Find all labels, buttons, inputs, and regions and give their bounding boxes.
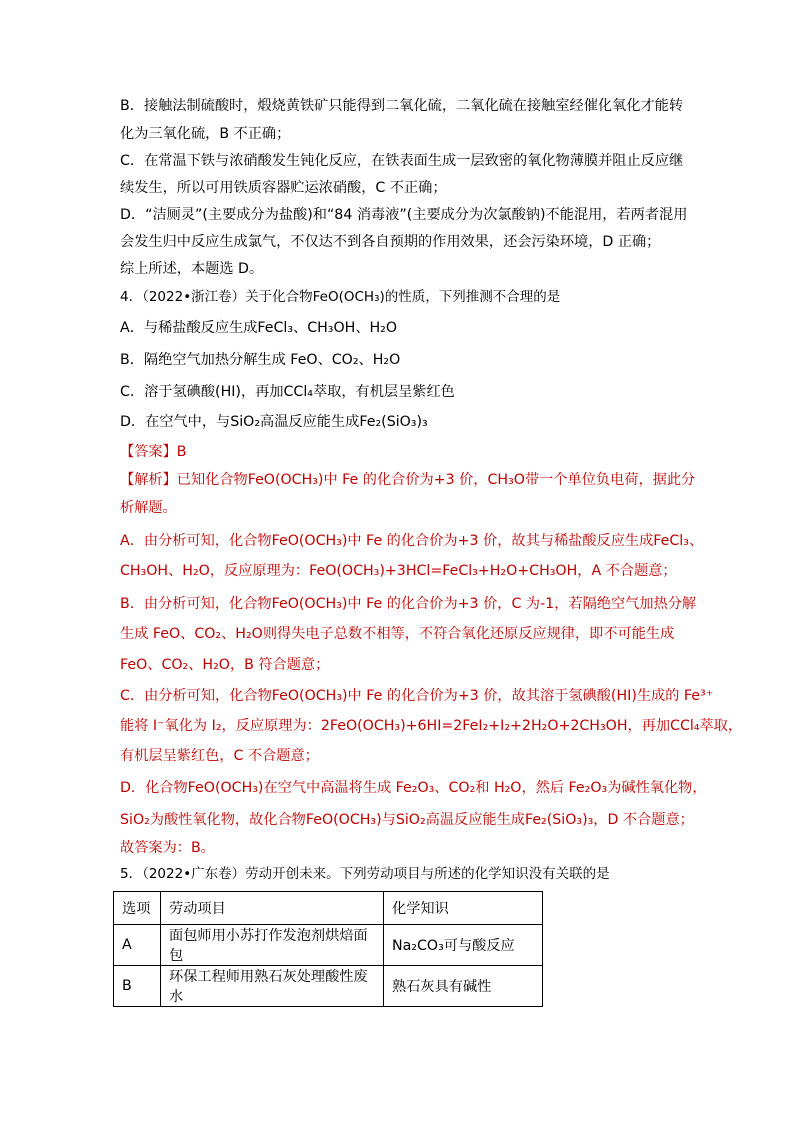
analysis-line: 故答案为：B。: [120, 840, 215, 856]
analysis-line: 析解题。: [120, 500, 177, 516]
analysis-line: D．化合物FeO(OCH₃)在空气中高温将生成 Fe₂O₃、CO₂和 H₂O，然后 Fe₂O₃为碱性氧化物，: [120, 780, 707, 796]
analysis-line: FeO、CO₂、H₂O，B 符合题意；: [120, 657, 330, 673]
analysis-line: 【解析】已知化合物FeO(OCH₃)中 Fe 的化合价为+3 价，CH₃O带一个单位负电荷，据此分: [120, 472, 696, 488]
table-cell: 熟石灰具有碱性: [384, 966, 543, 1007]
table-header-row: [114, 892, 543, 925]
text-line: C．在常温下铁与浓硝酸发生钝化反应，在铁表面生成一层致密的氧化物薄膜并阻止反应继: [120, 153, 684, 169]
table-cell: A: [114, 925, 161, 966]
option-a: A．与稀盐酸反应生成FeCl₃、CH₃OH、H₂O: [120, 320, 398, 336]
analysis-line: CH₃OH、H₂O，反应原理为：FeO(OCH₃)+3HCl=FeCl₃+H₂O+CH₃OH，A 不合题意；: [120, 563, 677, 579]
text-line: 会发生归中反应生成氯气，不仅达不到各自预期的作用效果，还会污染环境，D 正确；: [120, 234, 661, 250]
analysis-line: 能将 I⁻氧化为 I₂，反应原理为：2FeO(OCH₃)+6HI=2FeI₂+I₂+2H₂O+2CH₃OH，再加CCl₄萃取，: [120, 718, 743, 734]
text-line: D．“洁厕灵”(主要成分为盐酸)和“84 消毒液”(主要成分为次氯酸钠)不能混用，若两者混用: [120, 207, 688, 223]
table-header-cell: 化学知识: [384, 892, 543, 925]
option-c: C．溶于氢碘酸(HI)，再加CCl₄萃取，有机层呈紫红色: [120, 384, 455, 400]
labor-chemistry-table: [113, 891, 543, 1007]
table-header-cell: 选项: [114, 892, 161, 925]
table-row: [114, 925, 543, 966]
option-b: B．隔绝空气加热分解生成 FeO、CO₂、H₂O: [120, 352, 401, 368]
answer-line: 【答案】B: [120, 444, 187, 460]
text-line: 续发生，所以可用铁质容器贮运浓硝酸，C 不正确；: [120, 180, 447, 196]
analysis-line: A．由分析可知，化合物FeO(OCH₃)中 Fe 的化合价为+3 价，故其与稀盐酸反应生成FeCl₃、: [120, 533, 704, 549]
table-header-cell: 劳动项目: [161, 892, 384, 925]
question-4-stem: 4．（2022•浙江卷）关于化合物FeO(OCH₃)的性质，下列推测不合理的是: [120, 289, 561, 305]
text-line: 综上所述，本题选 D。: [120, 261, 264, 277]
table-cell: 面包师用小苏打作发泡剂烘焙面包: [161, 925, 384, 966]
text-line: 化为三氧化硫，B 不正确；: [120, 126, 291, 142]
analysis-line: C．由分析可知，化合物FeO(OCH₃)中 Fe 的化合价为+3 价，故其溶于氢碘酸(HI)生成的 Fe³⁺: [120, 688, 714, 704]
text-line: B．接触法制硫酸时，煅烧黄铁矿只能得到二氧化硫，二氧化硫在接触室经催化氧化才能转: [120, 98, 684, 114]
analysis-line: 有机层呈紫红色，C 不合题意；: [120, 748, 319, 764]
analysis-line: SiO₂为酸性氧化物，故化合物FeO(OCH₃)与SiO₂高温反应能生成Fe₂(SiO₃)₃，D 不合题意；: [120, 812, 694, 828]
analysis-line: B．由分析可知，化合物FeO(OCH₃)中 Fe 的化合价为+3 价，C 为-1，若隔绝空气加热分解: [120, 596, 697, 612]
table-cell: Na₂CO₃可与酸反应: [384, 925, 543, 966]
option-d: D．在空气中，与SiO₂高温反应能生成Fe₂(SiO₃)₃: [120, 414, 428, 430]
table-cell: B: [114, 966, 161, 1007]
table-row: [114, 966, 543, 1007]
question-5-stem: 5．（2022•广东卷）劳动开创未来。下列劳动项目与所述的化学知识没有关联的是: [120, 866, 610, 882]
table-cell: 环保工程师用熟石灰处理酸性废水: [161, 966, 384, 1007]
analysis-line: 生成 FeO、CO₂、H₂O则得失电子总数不相等，不符合氧化还原反应规律，即不可能生成: [120, 626, 675, 642]
